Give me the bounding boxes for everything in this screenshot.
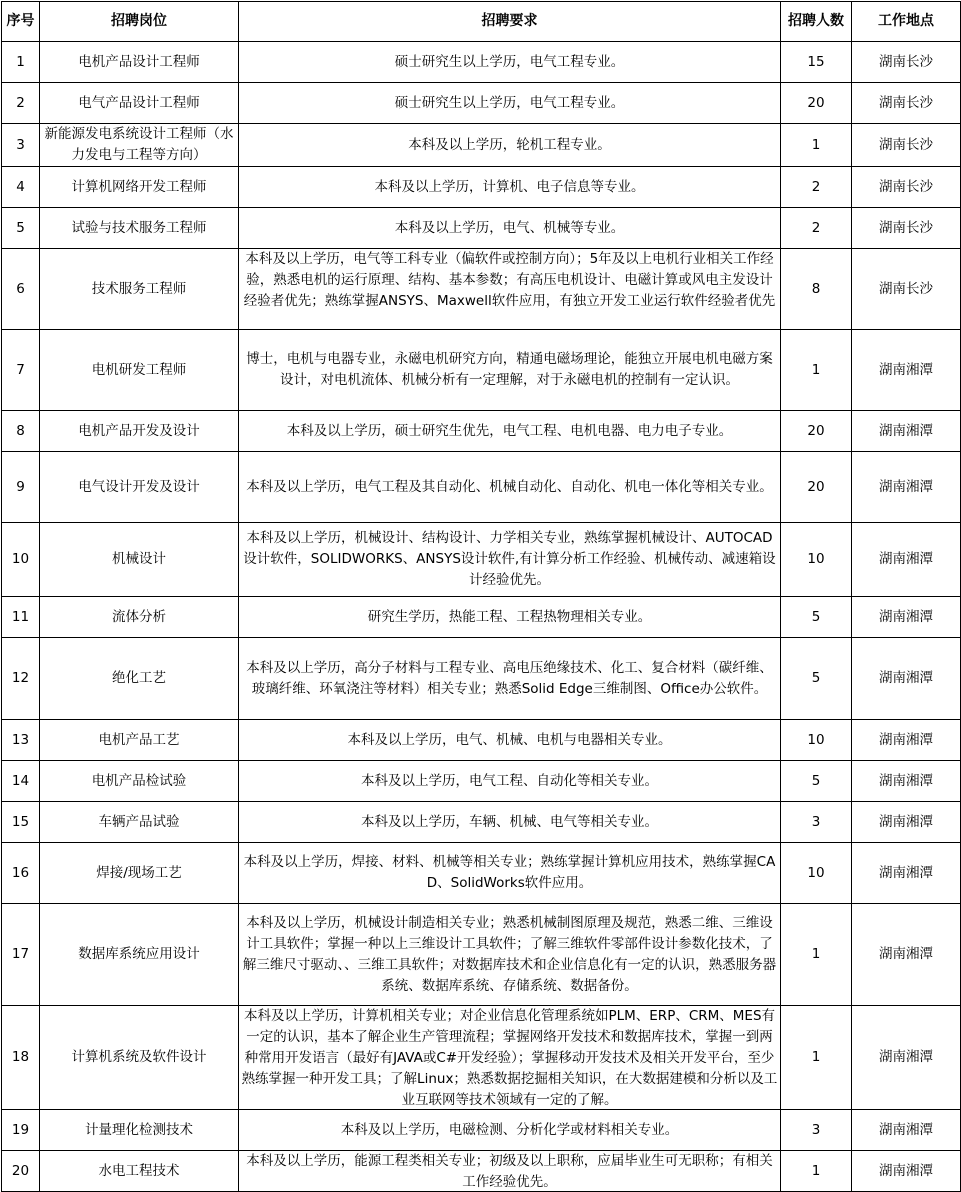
- cell-location-text: 湖南湘潭: [879, 813, 933, 830]
- table-row: [2, 83, 961, 124]
- cell-location-text: 湖南湘潭: [879, 1049, 933, 1065]
- cell-count-text: 5: [811, 772, 821, 789]
- row-no: [2, 761, 40, 802]
- cell-no-text: 10: [11, 551, 30, 567]
- cell-requirement-text: 本科及以上学历，电气工程及其自动化、机械自动化、自动化、机电一体化等相关专业。: [246, 478, 773, 495]
- row-location: [852, 843, 961, 904]
- row-no: [2, 452, 40, 523]
- row-requirement: [239, 124, 781, 167]
- row-requirement: [239, 83, 781, 124]
- cell-count-text: 10: [807, 551, 825, 567]
- cell-requirement-text: 本科及以上学历，电气、机械、电机与电器相关专业。: [347, 731, 672, 748]
- row-count: [781, 83, 852, 124]
- table-body: [2, 42, 961, 1192]
- cell-no-text: 19: [11, 1121, 30, 1138]
- row-no: [2, 1110, 40, 1151]
- cell-position-text: 电机产品检试验: [91, 772, 187, 789]
- cell-no-text: 11: [11, 608, 30, 625]
- header-position: 招聘岗位: [40, 2, 239, 42]
- cell-location-text: 湖南湘潭: [879, 1162, 933, 1179]
- row-no: [2, 523, 40, 597]
- row-no: [2, 597, 40, 638]
- row-no: [2, 124, 40, 167]
- row-no: [2, 638, 40, 720]
- cell-no-text: 13: [11, 731, 30, 748]
- row-no: [2, 249, 40, 330]
- row-count: [781, 208, 852, 249]
- cell-count-text: 1: [811, 946, 821, 962]
- cell-count-text: 3: [811, 1121, 821, 1138]
- cell-requirement-text: 本科及以上学历，车辆、机械、电气等相关专业。: [361, 813, 658, 830]
- cell-requirement-text: 博士，电机与电器专业，永磁电机研究方向，精通电磁场理论，能独立开展电机电磁方案设计，对电机流体、机械分析有一定理解，对于永磁电机的控制有一定认识。: [246, 351, 773, 388]
- row-position: [40, 904, 239, 1006]
- row-count: [781, 1006, 852, 1110]
- cell-count-text: 20: [807, 422, 825, 439]
- cell-requirement-text: 本科及以上学历，电气、机械等专业。: [394, 219, 625, 236]
- cell-position-text: 计算机网络开发工程师: [71, 178, 207, 195]
- cell-count-text: 10: [807, 731, 825, 748]
- row-requirement: [239, 208, 781, 249]
- row-position: [40, 249, 239, 330]
- row-count: [781, 904, 852, 1006]
- row-position: [40, 638, 239, 720]
- cell-requirement-text: 本科及以上学历，电气等工科专业（偏软件或控制方向）；5年及以上电机行业相关工作经验，熟悉电机的运行原理、结构、基本参数；有高压电机设计、电磁计算或风电主发设计经验者优先；熟练掌握ANSYS、Maxwell软件应用，有独立开发工业运行软件经验者优先: [243, 251, 776, 309]
- table-row: [2, 42, 961, 83]
- cell-location-text: 湖南湘潭: [879, 946, 933, 962]
- cell-no-text: 1: [16, 53, 25, 70]
- cell-position-text: 焊接/现场工艺: [96, 864, 182, 881]
- cell-no-text: 16: [11, 864, 30, 881]
- table-row: [2, 523, 961, 597]
- cell-location-text: 湖南湘潭: [879, 422, 933, 439]
- header-location: 工作地点: [852, 2, 961, 42]
- row-requirement: [239, 1151, 781, 1192]
- table-header-row: [2, 2, 961, 42]
- cell-no-text: 15: [11, 813, 30, 830]
- row-requirement: [239, 904, 781, 1006]
- cell-location-text: 湖南长沙: [879, 219, 933, 236]
- cell-requirement-text: 本科及以上学历，焊接、材料、机械等相关专业；熟练掌握计算机应用技术，熟练掌握CAD、SolidWorks软件应用。: [243, 854, 776, 891]
- row-count: [781, 1110, 852, 1151]
- row-location: [852, 167, 961, 208]
- header-no: 序号: [2, 2, 40, 42]
- table-row: [2, 1006, 961, 1110]
- cell-count-text: 2: [811, 219, 821, 236]
- cell-no-text: 6: [16, 280, 25, 297]
- table-row: [2, 167, 961, 208]
- cell-position-text: 计量理化检测技术: [85, 1121, 193, 1138]
- recruitment-table: [1, 1, 961, 1192]
- cell-location-text: 湖南湘潭: [879, 731, 933, 748]
- row-no: [2, 167, 40, 208]
- row-count: [781, 843, 852, 904]
- table-row: [2, 904, 961, 1006]
- row-position: [40, 843, 239, 904]
- table-row: [2, 452, 961, 523]
- row-count: [781, 249, 852, 330]
- cell-count-text: 5: [811, 608, 821, 625]
- row-no: [2, 1006, 40, 1110]
- row-position: [40, 42, 239, 83]
- cell-count-text: 2: [811, 178, 821, 195]
- row-position: [40, 597, 239, 638]
- cell-location-text: 湖南长沙: [879, 136, 933, 153]
- cell-count-text: 1: [811, 136, 821, 153]
- row-location: [852, 1006, 961, 1110]
- row-requirement: [239, 1110, 781, 1151]
- row-position: [40, 802, 239, 843]
- row-location: [852, 904, 961, 1006]
- row-position: [40, 124, 239, 167]
- row-location: [852, 802, 961, 843]
- cell-position-text: 电气设计开发及设计: [78, 478, 200, 495]
- table-row: [2, 597, 961, 638]
- table-row: [2, 124, 961, 167]
- row-location: [852, 1110, 961, 1151]
- cell-requirement-text: 本科及以上学历，机械设计、结构设计、力学相关专业，熟练掌握机械设计、AUTOCAD设计软件，SOLIDWORKS、ANSYS设计软件,有计算分析工作经验、机械传动、减速箱设计经验优先。: [243, 530, 776, 588]
- table-row: [2, 330, 961, 411]
- row-count: [781, 330, 852, 411]
- cell-location-text: 湖南湘潭: [879, 772, 933, 789]
- row-requirement: [239, 597, 781, 638]
- row-no: [2, 720, 40, 761]
- row-requirement: [239, 638, 781, 720]
- cell-count-text: 10: [807, 864, 825, 881]
- row-requirement: [239, 720, 781, 761]
- row-count: [781, 597, 852, 638]
- row-requirement: [239, 802, 781, 843]
- cell-requirement-text: 本科及以上学历，计算机、电子信息等专业。: [374, 178, 645, 195]
- row-position: [40, 1006, 239, 1110]
- cell-count-text: 1: [811, 1049, 821, 1065]
- row-requirement: [239, 843, 781, 904]
- cell-position-text: 数据库系统应用设计: [78, 946, 200, 962]
- row-count: [781, 411, 852, 452]
- row-no: [2, 83, 40, 124]
- row-count: [781, 761, 852, 802]
- cell-position-text: 车辆产品试验: [98, 813, 180, 830]
- cell-position-text: 计算机系统及软件设计: [71, 1049, 207, 1065]
- table-row: [2, 802, 961, 843]
- row-location: [852, 720, 961, 761]
- row-location: [852, 523, 961, 597]
- row-position: [40, 83, 239, 124]
- row-count: [781, 42, 852, 83]
- row-count: [781, 124, 852, 167]
- row-requirement: [239, 167, 781, 208]
- cell-location-text: 湖南湘潭: [879, 551, 933, 567]
- row-requirement: [239, 249, 781, 330]
- row-requirement: [239, 523, 781, 597]
- row-no: [2, 330, 40, 411]
- table-row: [2, 761, 961, 802]
- cell-requirement-text: 研究生学历，热能工程、工程热物理相关专业。: [367, 608, 652, 625]
- cell-no-text: 3: [16, 136, 25, 153]
- header-count: 招聘人数: [781, 2, 852, 42]
- cell-no-text: 14: [11, 772, 30, 789]
- cell-requirement-text: 本科及以上学历，计算机相关专业；对企业信息化管理系统如PLM、ERP、CRM、MES有一定的认识，基本了解企业生产管理流程；掌握网络开发技术和数据库技术，掌握一到两种常用开发语言（最好有JAVA或C#开发经验）；掌握移动开发技术及相关开发平台，至少熟练掌握一种开发工具；了解Linux；熟悉数据挖掘相关知识，在大数据建模和分析以及工业互联网等技术领域有一定的了解。: [241, 1008, 778, 1108]
- row-requirement: [239, 1006, 781, 1110]
- cell-requirement-text: 本科及以上学历，电磁检测、分析化学或材料相关专业。: [340, 1121, 679, 1138]
- cell-no-text: 4: [16, 178, 25, 195]
- row-count: [781, 167, 852, 208]
- row-location: [852, 761, 961, 802]
- cell-no-text: 9: [16, 478, 25, 495]
- row-position: [40, 208, 239, 249]
- row-count: [781, 638, 852, 720]
- row-position: [40, 1110, 239, 1151]
- cell-requirement-text: 硕士研究生以上学历，电气工程专业。: [394, 94, 625, 111]
- cell-requirement-text: 本科及以上学历，电气工程、自动化等相关专业。: [361, 772, 658, 789]
- cell-count-text: 8: [811, 280, 821, 297]
- table-row: [2, 411, 961, 452]
- cell-count-text: 5: [811, 670, 821, 686]
- cell-no-text: 5: [16, 219, 25, 236]
- cell-count-text: 20: [807, 478, 825, 495]
- row-no: [2, 802, 40, 843]
- cell-no-text: 12: [11, 670, 30, 686]
- cell-position-text: 水电工程技术: [98, 1162, 180, 1179]
- row-position: [40, 330, 239, 411]
- row-requirement: [239, 761, 781, 802]
- row-location: [852, 42, 961, 83]
- row-no: [2, 411, 40, 452]
- row-location: [852, 249, 961, 330]
- cell-no-text: 7: [16, 361, 25, 378]
- cell-location-text: 湖南湘潭: [879, 864, 933, 881]
- row-position: [40, 167, 239, 208]
- table-row: [2, 1110, 961, 1151]
- table-row: [2, 843, 961, 904]
- cell-no-text: 17: [11, 946, 30, 962]
- cell-requirement-text: 本科及以上学历，机械设计制造相关专业；熟悉机械制图原理及规范，熟悉二维、三维设计工具软件；掌握一种以上三维设计工具软件；了解三维软件零部件设计参数化技术，了解三维尺寸驱动、、三维工具软件；对数据库技术和企业信息化有一定的认识，熟悉服务器系统、数据库系统、存储系统、数据备份。: [242, 914, 777, 994]
- cell-location-text: 湖南长沙: [879, 178, 933, 195]
- cell-count-text: 3: [811, 813, 821, 830]
- row-position: [40, 411, 239, 452]
- row-requirement: [239, 42, 781, 83]
- cell-location-text: 湖南湘潭: [879, 478, 933, 495]
- table-row: [2, 1151, 961, 1192]
- cell-position-text: 技术服务工程师: [91, 280, 187, 297]
- row-position: [40, 720, 239, 761]
- cell-count-text: 20: [807, 94, 825, 111]
- row-position: [40, 523, 239, 597]
- cell-count-text: 1: [811, 1162, 821, 1179]
- table-row: [2, 638, 961, 720]
- row-requirement: [239, 411, 781, 452]
- cell-position-text: 电机产品设计工程师: [78, 53, 200, 70]
- row-requirement: [239, 452, 781, 523]
- row-count: [781, 802, 852, 843]
- row-requirement: [239, 330, 781, 411]
- row-no: [2, 208, 40, 249]
- cell-no-text: 18: [11, 1049, 30, 1065]
- cell-location-text: 湖南湘潭: [879, 1121, 933, 1138]
- cell-location-text: 湖南长沙: [879, 280, 933, 297]
- cell-location-text: 湖南长沙: [879, 53, 933, 70]
- cell-no-text: 8: [16, 422, 25, 439]
- header-requirement: 招聘要求: [239, 2, 781, 42]
- cell-requirement-text: 本科及以上学历，能源工程类相关专业；初级及以上职称，应届毕业生可无职称；有相关工作经验优先。: [246, 1153, 773, 1190]
- cell-location-text: 湖南湘潭: [879, 608, 933, 625]
- row-no: [2, 1151, 40, 1192]
- cell-location-text: 湖南湘潭: [879, 361, 933, 378]
- row-no: [2, 42, 40, 83]
- cell-no-text: 20: [11, 1162, 30, 1179]
- cell-requirement-text: 硕士研究生以上学历，电气工程专业。: [394, 53, 625, 70]
- row-no: [2, 904, 40, 1006]
- cell-requirement-text: 本科及以上学历，高分子材料与工程专业、高电压绝缘技术、化工、复合材料（碳纤维、玻璃纤维、环氧浇注等材料）相关专业；熟悉Solid Edge三维制图、Office办公软件。: [246, 659, 773, 697]
- table-row: [2, 208, 961, 249]
- cell-position-text: 机械设计: [112, 551, 166, 567]
- cell-requirement-text: 本科及以上学历，轮机工程专业。: [408, 136, 611, 153]
- cell-position-text: 新能源发电系统设计工程师（水力发电与工程等方向）: [44, 126, 234, 163]
- row-no: [2, 843, 40, 904]
- cell-requirement-text: 本科及以上学历，硕士研究生优先，电气工程、电机电器、电力电子专业。: [286, 422, 733, 439]
- row-position: [40, 761, 239, 802]
- cell-count-text: 15: [807, 53, 825, 70]
- table-row: [2, 720, 961, 761]
- row-count: [781, 523, 852, 597]
- row-count: [781, 452, 852, 523]
- row-position: [40, 452, 239, 523]
- row-location: [852, 638, 961, 720]
- cell-position-text: 试验与技术服务工程师: [71, 219, 207, 236]
- row-location: [852, 411, 961, 452]
- cell-position-text: 电机研发工程师: [91, 361, 187, 378]
- row-location: [852, 83, 961, 124]
- row-count: [781, 1151, 852, 1192]
- row-location: [852, 597, 961, 638]
- row-location: [852, 1151, 961, 1192]
- cell-position-text: 流体分析: [112, 608, 166, 625]
- cell-position-text: 电机产品开发及设计: [78, 422, 200, 439]
- cell-position-text: 电机产品工艺: [98, 731, 180, 748]
- cell-position-text: 绝化工艺: [112, 670, 166, 686]
- row-location: [852, 208, 961, 249]
- cell-position-text: 电气产品设计工程师: [78, 94, 200, 111]
- row-location: [852, 452, 961, 523]
- table-row: [2, 249, 961, 330]
- row-location: [852, 124, 961, 167]
- cell-no-text: 2: [16, 94, 25, 111]
- row-position: [40, 1151, 239, 1192]
- row-count: [781, 720, 852, 761]
- cell-count-text: 1: [811, 361, 821, 378]
- cell-location-text: 湖南长沙: [879, 94, 933, 111]
- cell-location-text: 湖南湘潭: [879, 670, 933, 686]
- row-location: [852, 330, 961, 411]
